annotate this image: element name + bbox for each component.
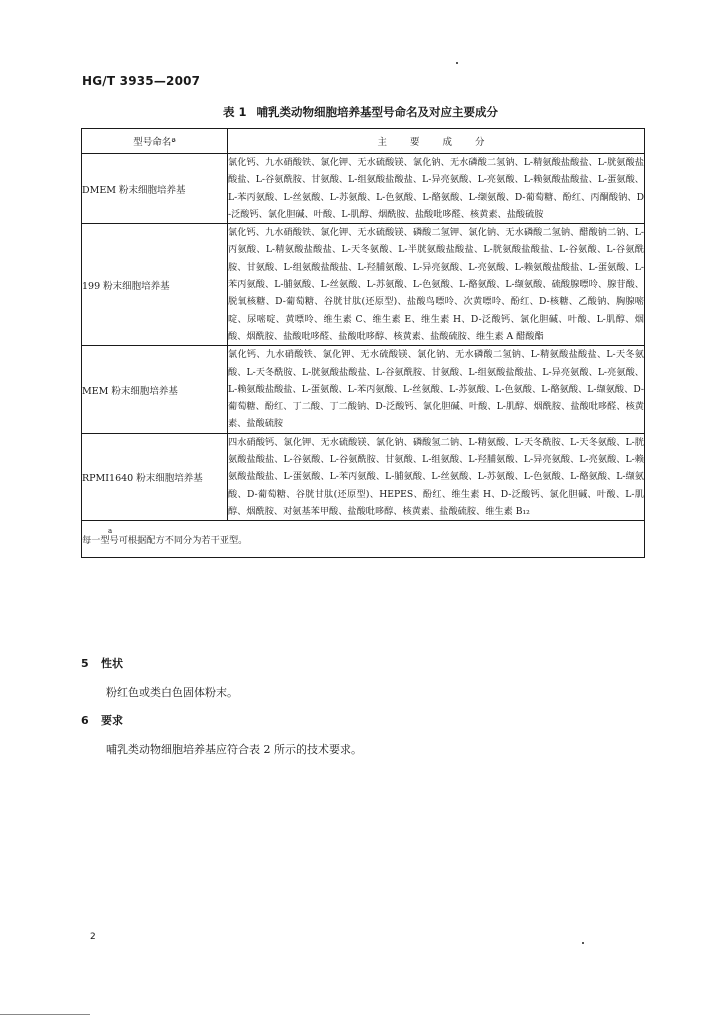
section-number: 5 [81,657,89,670]
table-row [82,433,645,520]
table-footnote-row [82,521,645,558]
row-model-name: 199 粉末细胞培养基 [82,224,228,346]
medium-components-table [81,128,645,558]
footnote-marker: a [108,527,113,536]
table-row [82,224,645,346]
header-model-name: 型号命名ª [82,129,228,154]
row-components: 氯化钙、九水硝酸铁、氯化钾、无水硫酸镁、氯化钠、无水磷酸二氢钠、L-精氨酸盐酸盐、L-天冬氨酸、L-天冬酰胺、L-胱氨酸盐酸盐、L-谷氨酰胺、甘氨酸、L-组氨酸盐酸盐、L-异亮氨酸、L-亮氨酸、L-赖氨酸盐酸盐、L-蛋氨酸、L-苯丙氨酸、L-丝氨酸、L-苏氨酸、L-色氨酸、L-酪氨酸、L-缬氨酸、D-葡萄糖、酚红、丁二酸、丁二酸钠、D-泛酸钙、氯化胆碱、叶酸、L-肌醇、烟酰胺、盐酸吡哆醛、核黄素、盐酸硫胺 [228,346,645,433]
row-model-name: DMEM 粉末细胞培养基 [82,154,228,224]
row-model-name: MEM 粉末细胞培养基 [82,346,228,433]
section-number: 6 [81,714,89,727]
table-row [82,346,645,433]
scan-speck [582,942,584,944]
header-main-components: 主 要 成 分 [228,129,645,154]
row-components: 四水硝酸钙、氯化钾、无水硫酸镁、氯化钠、磷酸氢二钠、L-精氨酸、L-天冬酰胺、L-天冬氨酸、L-胱氨酸盐酸盐、L-谷氨酸、L-谷氨酰胺、甘氨酸、L-组氨酸、L-羟脯氨酸、L-异亮氨酸、L-亮氨酸、L-赖氨酸盐酸盐、L-蛋氨酸、L-苯丙氨酸、L-脯氨酸、L-丝氨酸、L-苏氨酸、L-色氨酸、L-酪氨酸、L-缬氨酸、D-葡萄糖、谷胱甘肽(还原型)、HEPES、酚红、维生素 H、D-泛酸钙、氯化胆碱、叶酸、L-肌醇、烟酰胺、对氨基苯甲酸、盐酸吡哆醇、核黄素、盐酸硫胺、维生素 B₁₂ [228,433,645,520]
scan-speck [456,62,458,64]
footnote-text: 每一型号可根据配方不同分为若干亚型。 [82,535,248,547]
table-caption-number: 表 1 [222,105,247,119]
section-title: 要求 [101,714,123,727]
row-components: 氯化钙、九水硝酸铁、氯化钾、无水硫酸镁、磷酸二氢钾、氯化钠、无水磷酸二氢钠、醋酸钠二钠、L-丙氨酸、L-精氨酸盐酸盐、L-天冬氨酸、L-半胱氨酸盐酸盐、L-胱氨酸盐酸盐、L-谷氨酸、L-谷氨酰胺、甘氨酸、L-组氨酸盐酸盐、L-羟脯氨酸、L-异亮氨酸、L-亮氨酸、L-赖氨酸盐酸盐、L-蛋氨酸、L-苯丙氨酸、L-脯氨酸、L-丝氨酸、L-苏氨酸、L-色氨酸、L-酪氨酸、L-缬氨酸、硫酸腺嘌呤、腺苷酸、脱氧核糖、D-葡萄糖、谷胱甘肽(还原型)、盐酸鸟嘌呤、次黄嘌呤、酚红、D-核糖、乙酸钠、胸腺嘧啶、尿嘧啶、黄嘌呤、维生素 C、维生素 E、维生素 H、D-泛酸钙、氯化胆碱、叶酸、L-肌醇、烟酸、烟酰胺、盐酸吡哆醛、盐酸吡哆醇、核黄素、盐酸硫胺、维生素 A 醋酸酯 [228,224,645,346]
section-heading-5 [81,655,123,671]
row-components: 氯化钙、九水硝酸铁、氯化钾、无水硫酸镁、氯化钠、无水磷酸二氢钠、L-精氨酸盐酸盐、L-胱氨酸盐酸盐、L-谷氨酰胺、甘氨酸、L-组氨酸盐酸盐、L-异亮氨酸、L-亮氨酸、L-赖氨酸盐酸盐、L-蛋氨酸、L-苯丙氨酸、L-丝氨酸、L-苏氨酸、L-色氨酸、L-酪氨酸、L-缬氨酸、D-葡萄糖、酚红、丙酮酸钠、D-泛酸钙、氯化胆碱、叶酸、L-肌醇、烟酰胺、盐酸吡哆醛、核黄素、盐酸硫胺 [228,154,645,224]
table-caption-title: 哺乳类动物细胞培养基型号命名及对应主要成分 [256,105,498,119]
section-title: 性状 [101,657,123,670]
table-caption [0,104,721,120]
section-6-text: 哺乳类动物细胞培养基应符合表 2 所示的技术要求。 [106,743,362,756]
scan-edge-line [0,1014,90,1015]
section-heading-6 [81,712,123,728]
row-model-name: RPMI1640 粉末细胞培养基 [82,433,228,520]
table-row [82,154,645,224]
page-number: 2 [90,932,96,942]
table-footnote [82,521,645,558]
table-header-row [82,129,645,154]
section-5-text: 粉红色或类白色固体粉末。 [106,686,238,699]
standard-number: HG/T 3935—2007 [82,74,201,88]
